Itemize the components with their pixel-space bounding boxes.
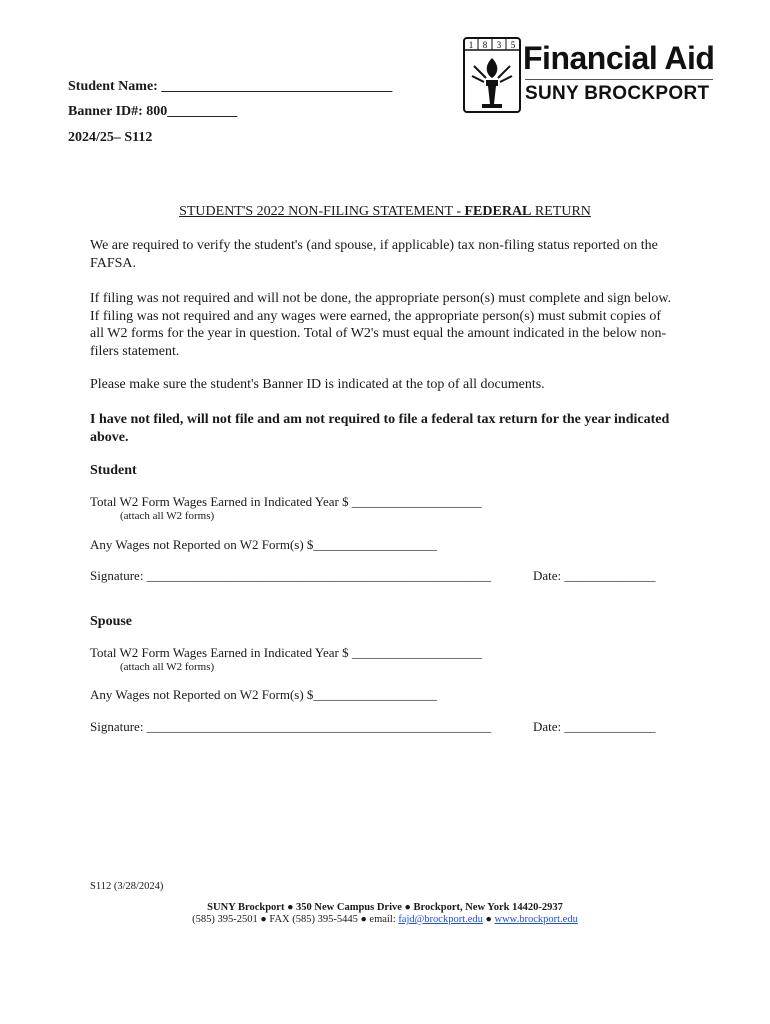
title-bold: FEDERAL — [464, 204, 532, 219]
student-heading: Student — [90, 463, 137, 478]
logo-title: Financial Aid — [523, 40, 715, 76]
form-code: 2024/25– S112 — [68, 130, 153, 145]
spouse-date-field: Date: ______________ — [533, 719, 656, 734]
year-digit: 3 — [496, 40, 502, 50]
footer-address: SUNY Brockport ● 350 New Campus Drive ● Brockport, New York 14420-2937 — [207, 902, 563, 913]
footer-separator: ● — [482, 914, 495, 925]
year-digit: 5 — [510, 40, 516, 50]
spouse-heading: Spouse — [90, 614, 133, 629]
footer-contact — [0, 914, 770, 925]
footer-phone-fax: (585) 395-2501 ● FAX (585) 395-5445 ● email: — [192, 914, 399, 925]
form-id: S112 (3/28/2024) — [90, 881, 164, 892]
instructions-paragraph: If filing was not required and will not be done, the appropriate person(s) must complete and sign below. If filing was not required and any wages were earned, the appropriate person(s) must submit copies of all W2 forms for the year in question. Total of W2's must equal the amount indicated in the below non-filers statement. — [90, 291, 672, 359]
year-digit: 8 — [482, 40, 488, 50]
banner-id-field: Banner ID#: 800__________ — [68, 104, 238, 119]
spouse-wages-field: Total W2 Form Wages Earned in Indicated Year $ ____________________ — [90, 645, 482, 660]
spouse-signature-field: Signature: _____________________________________________________ — [90, 719, 492, 734]
student-unreported-wages-field: Any Wages not Reported on W2 Form(s) $___________________ — [90, 537, 437, 552]
logo-divider — [525, 79, 713, 80]
banner-id-note: Please make sure the student's Banner ID is indicated at the top of all documents. — [90, 377, 545, 392]
torch-seal-icon — [462, 36, 522, 114]
year-digit: 1 — [468, 40, 474, 50]
title-suffix: RETURN — [531, 204, 591, 219]
student-wages-field: Total W2 Form Wages Earned in Indicated Year $ ____________________ — [90, 494, 482, 509]
spouse-unreported-wages-field: Any Wages not Reported on W2 Form(s) $___________________ — [90, 687, 437, 702]
intro-paragraph: We are required to verify the student's (and spouse, if applicable) tax non-filing status reported on the FAFSA. — [90, 238, 658, 271]
title-prefix: STUDENT'S 2022 NON-FILING STATEMENT - — [179, 204, 465, 219]
student-attach-note: (attach all W2 forms) — [120, 510, 215, 522]
non-filing-statement: I have not filed, will not file and am not required to file a federal tax return for the year indicated above. — [90, 412, 670, 445]
logo-subtitle: SUNY BROCKPORT — [525, 83, 710, 104]
spouse-attach-note: (attach all W2 forms) — [120, 661, 215, 673]
student-name-field: Student Name: _________________________________ — [68, 79, 393, 94]
student-date-field: Date: ______________ — [533, 568, 656, 583]
website-link[interactable]: www.brockport.edu — [494, 914, 578, 925]
document-title — [0, 204, 770, 220]
student-signature-field: Signature: _____________________________________________________ — [90, 568, 492, 583]
email-link[interactable]: fajd@brockport.edu — [398, 914, 483, 925]
